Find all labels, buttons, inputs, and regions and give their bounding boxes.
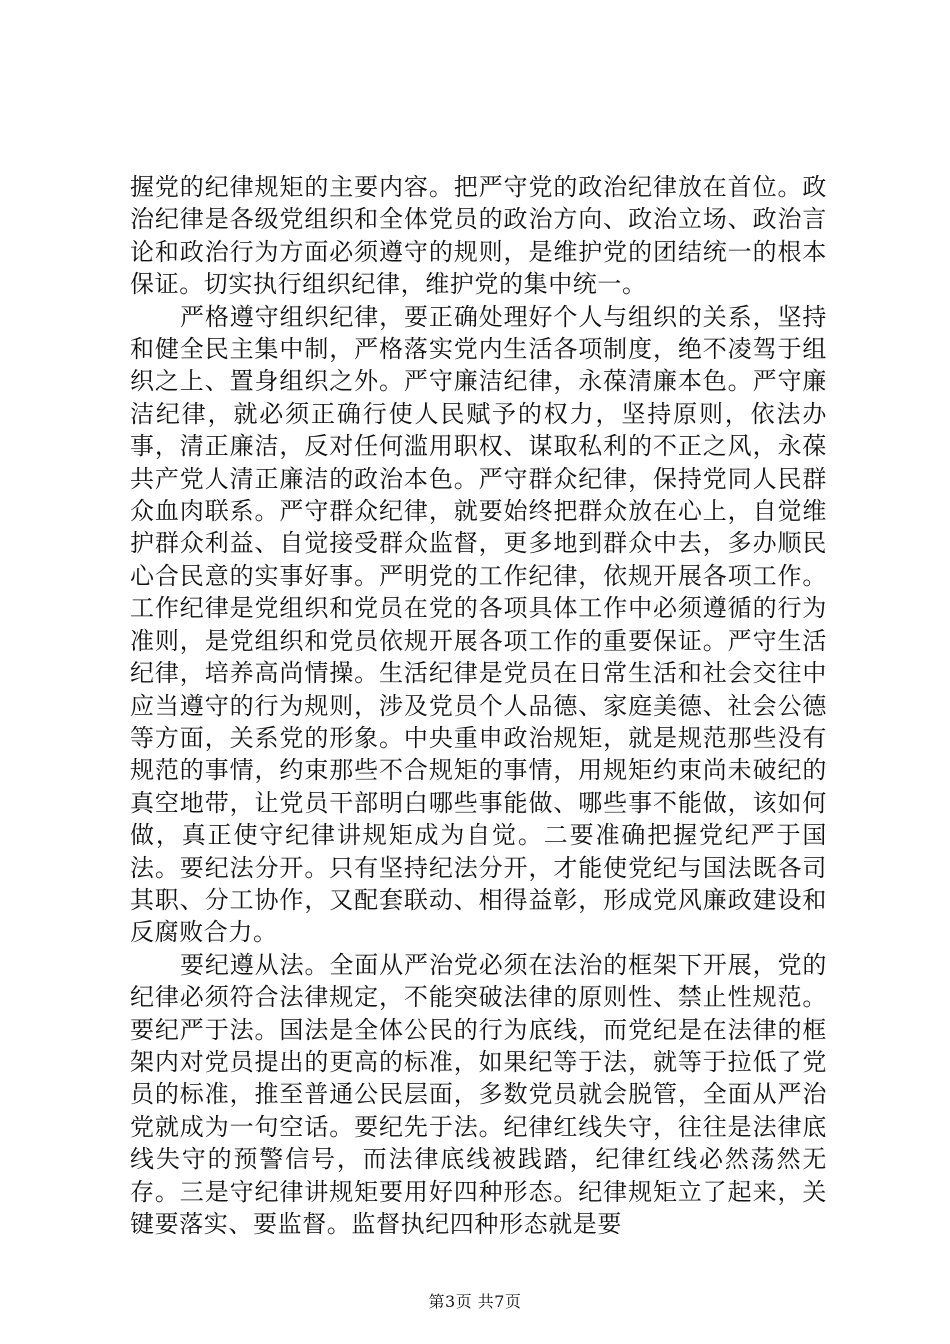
paragraph-3: 要纪遵从法。全面从严治党必须在法治的框架下开展，党的纪律必须符合法律规定，不能突破法律的原则性、禁止性规范。要纪严于法。国法是全体公民的行为底线，而党纪是在法律的框架内对党员提出的更高的标准，如果纪等于法，就等于拉低了党员的标准，推至普通公民层面，多数党员就会脱管，全面从严治党就成为一句空话。要纪先于法。纪律红线失守，往往是法律底线失守的预警信号，而法律底线被践踏，纪律红线必然荡然无存。三是守纪律讲规矩要用好四种形态。纪律规矩立了起来，关键要落实、要监督。监督执纪四种形态就是要 (130, 950, 827, 1238)
page-footer: 第3页 共7页 (428, 1292, 522, 1311)
paragraph-1: 握党的纪律规矩的主要内容。把严守党的政治纪律放在首位。政治纪律是各级党组织和全体党员的政治方向、政治立场、政治言论和政治行为方面必须遵守的规则，是维护党的团结统一的根本保证。切实执行组织纪律，维护党的集中统一。 (130, 173, 827, 299)
document-body (130, 171, 827, 1240)
paragraph-2: 严格遵守组织纪律，要正确处理好个人与组织的关系，坚持和健全民主集中制，严格落实党内生活各项制度，绝不凌驾于组织之上、置身组织之外。严守廉洁纪律，永葆清廉本色。严守廉洁纪律，就必须正确行使人民赋予的权力，坚持原则，依法办事，清正廉洁，反对任何滥用职权、谋取私利的不正之风，永葆共产党人清正廉洁的政治本色。严守群众纪律，保持党同人民群众血肉联系。严守群众纪律，就要始终把群众放在心上，自觉维护群众利益、自觉接受群众监督，更多地到群众中去，多办顺民心合民意的实事好事。严明党的工作纪律，依规开展各项工作。工作纪律是党组织和党员在党的各项具体工作中必须遵循的行为准则，是党组织和党员依规开展各项工作的重要保证。严守生活纪律，培养高尚情操。生活纪律是党员在日常生活和社会交往中应当遵守的行为规则，涉及党员个人品德、家庭美德、社会公德等方面，关系党的形象。中央重申政治规矩，就是规范那些没有规范的事情，约束那些不合规矩的事情，用规矩约束尚未破纪的真空地带，让党员干部明白哪些事能做、哪些事不能做，该如何做，真正使守纪律讲规矩成为自觉。二要准确把握党纪严于国法。要纪法分开。只有坚持纪法分开，才能使党纪与国法既各司其职、分工协作，又配套联动、相得益彰，形成党风廉政建设和反腐败合力。 (130, 302, 827, 947)
